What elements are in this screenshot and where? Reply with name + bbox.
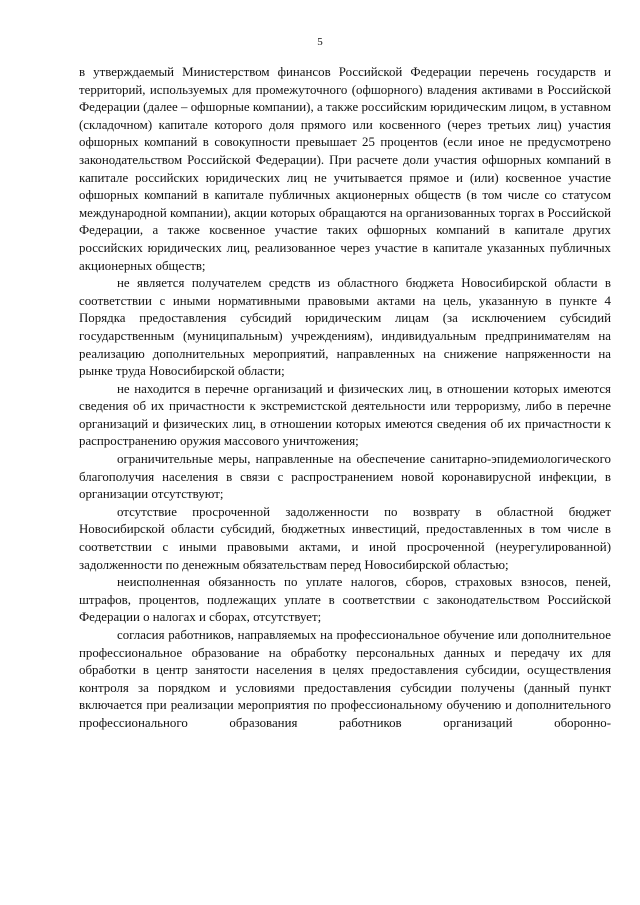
document-body [79, 64, 611, 733]
paragraph-not-budget-recipient: не является получателем средств из областного бюджета Новосибирской области в соответствии с иными нормативными правовыми актами на цель, указанную в пункте 4 Порядка предоставления субсидий юридическим лицам (за исключением субсидий государственным (муниципальным) учреждениям), индивидуальным предпринимателям на реализацию дополнительных мероприятий, направленных на снижение напряженности на рынке труда Новосибирской области; [79, 276, 611, 379]
paragraph-not-in-extremism-list: не находится в перечне организаций и физических лиц, в отношении которых имеются сведения об их причастности к экстремистской деятельности или терроризму, либо в перечне организаций и физических лиц, в отношении которых имеются сведения об их причастности к распространению оружия массового уничтожения; [79, 381, 611, 449]
page-number: 5 [317, 36, 323, 48]
paragraph-sanitary-restrictions: ограничительные меры, направленные на обеспечение санитарно-эпидемиологического благополучия населения в связи с распространением новой коронавирусной инфекции, в организации отсутствуют; [79, 452, 611, 502]
paragraph-no-tax-arrears: неисполненная обязанность по уплате налогов, сборов, страховых взносов, пеней, штрафов, процентов, подлежащих уплате в соответствии с законодательством Российской Федерации о налогах и сборах, отсутствует; [79, 575, 611, 625]
paragraph-offshore-continuation: в утверждаемый Министерством финансов Российской Федерации перечень государств и территорий, используемых для промежуточного (офшорного) владения активами в Российской Федерации (далее – офшорные компании), а также российским юридическим лицом, в уставном (складочном) капитале которого доля прямого или косвенного (через третьих лиц) участия офшорных компаний в совокупности превышает 25 процентов (если иное не предусмотрено законодательством Российской Федерации). При расчете доли участия офшорных компаний в капитале российских юридических лиц не учитывается прямое и (или) косвенное участие офшорных компаний в капитале публичных акционерных обществ (в том числе со статусом международной компании), акции которых обращаются на организованных торгах в Российской Федерации, а также косвенное участие таких офшорных компаний в капитале других российских юридических лиц, реализованное через участие в капитале указанных публичных акционерных обществ; [79, 65, 611, 273]
paragraph-no-overdue-debt: отсутствие просроченной задолженности по возврату в областной бюджет Новосибирской области субсидий, бюджетных инвестиций, предоставленных в том числе в соответствии с иными правовыми актами, и иной просроченной (неурегулированной) задолженности по денежным обязательствам перед Новосибирской областью; [79, 504, 611, 572]
paragraph-employee-consent: согласия работников, направляемых на профессиональное обучение или дополнительное профессиональное образование на обработку персональных данных и передачу их для обработки в центр занятости населения в целях предоставления субсидии, осуществления контроля за порядком и условиями предоставления субсидии получены (данный пункт включается при реализации мероприятия по профессиональному обучению и дополнительного профессионального образования работников организаций оборонно- [79, 628, 611, 730]
